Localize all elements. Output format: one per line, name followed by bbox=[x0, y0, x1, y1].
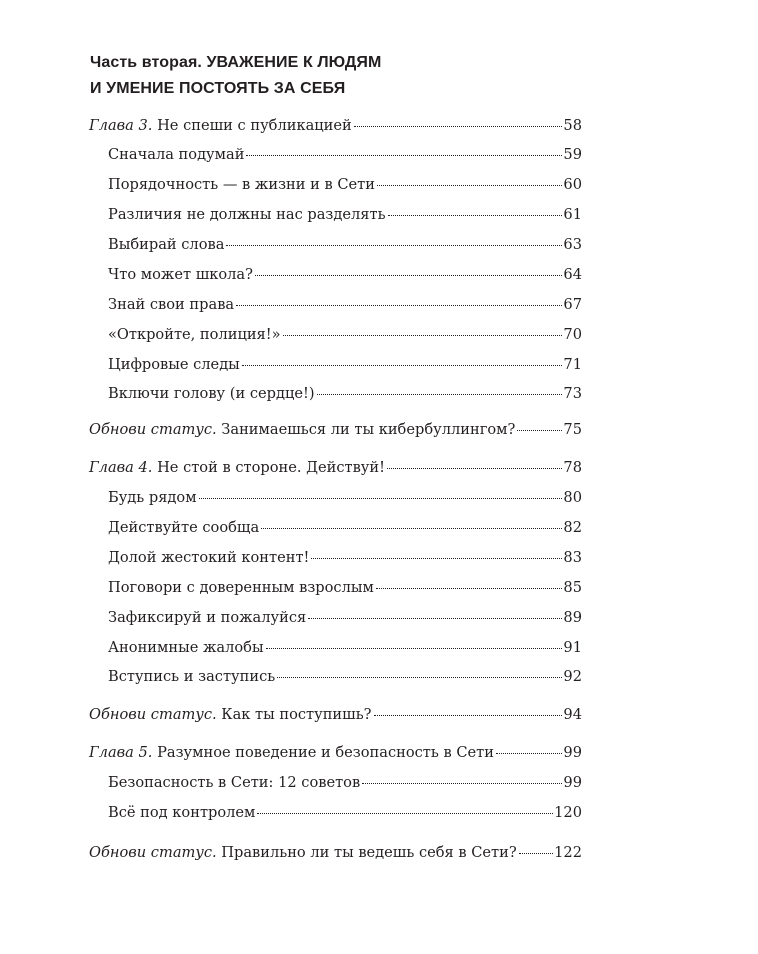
toc-section-entry bbox=[108, 384, 582, 404]
dot-leader bbox=[257, 813, 553, 814]
toc-page-number: 85 bbox=[563, 579, 582, 596]
toc-page-number: 63 bbox=[563, 236, 582, 253]
toc-entry-prefix: Обнови статус. bbox=[89, 844, 217, 861]
toc-entry-label bbox=[89, 705, 372, 725]
toc-page-number: 80 bbox=[563, 489, 582, 506]
toc-entry-title: «Откройте, полиция!» bbox=[108, 326, 281, 343]
toc-entry-title: Поговори с доверенным взрослым bbox=[108, 579, 374, 596]
toc-entry-label bbox=[108, 355, 240, 375]
dot-leader bbox=[199, 498, 563, 499]
toc-section-entry bbox=[108, 803, 582, 823]
part-title-line-1: Часть вторая. УВАЖЕНИЕ К ЛЮДЯМ bbox=[90, 54, 382, 71]
toc-page-number: 73 bbox=[563, 385, 582, 402]
toc-section-entry bbox=[108, 548, 582, 568]
dot-leader bbox=[517, 430, 562, 431]
toc-chapter-entry bbox=[89, 843, 582, 863]
dot-leader bbox=[255, 275, 562, 276]
toc-entry-prefix: Глава 5. bbox=[89, 744, 153, 761]
toc-entry-label bbox=[108, 325, 281, 345]
toc-entry-title: Сначала подумай bbox=[108, 146, 245, 163]
dot-leader bbox=[374, 715, 563, 716]
dot-leader bbox=[354, 126, 563, 127]
toc-entry-label bbox=[108, 235, 224, 255]
toc-section-entry bbox=[108, 265, 582, 285]
toc-entry-title: Что может школа? bbox=[108, 266, 253, 283]
toc-page-number: 92 bbox=[563, 668, 582, 685]
toc-entry-title: Цифровые следы bbox=[108, 356, 240, 373]
toc-entry-title: Включи голову (и сердце!) bbox=[108, 385, 315, 402]
toc-entry-title: Долой жестокий контент! bbox=[108, 549, 310, 566]
toc-page-number: 64 bbox=[563, 266, 582, 283]
dot-leader bbox=[317, 394, 563, 395]
dot-leader bbox=[242, 365, 563, 366]
toc-page-number: 67 bbox=[563, 296, 582, 313]
toc-entry-label bbox=[108, 608, 306, 628]
toc-entry-label bbox=[108, 175, 375, 195]
toc-entry-title: Разумное поведение и безопасность в Сети bbox=[157, 744, 494, 761]
toc-section-entry bbox=[108, 235, 582, 255]
toc-chapter-entry bbox=[89, 743, 582, 763]
toc-entry-label bbox=[89, 116, 352, 136]
toc-entry-label bbox=[108, 488, 197, 508]
toc-entry-label bbox=[108, 803, 255, 823]
toc-entry-title: Порядочность — в жизни и в Сети bbox=[108, 176, 375, 193]
toc-entry-label bbox=[108, 578, 374, 598]
toc-entry-label bbox=[108, 518, 259, 538]
toc-entry-label bbox=[108, 548, 309, 568]
toc-page-number: 99 bbox=[563, 774, 582, 791]
toc-entry-title: Всё под контролем bbox=[108, 804, 256, 821]
dot-leader bbox=[387, 468, 562, 469]
toc-page-number: 61 bbox=[563, 206, 582, 223]
toc-entry-prefix: Обнови статус. bbox=[89, 421, 217, 438]
toc-entry-prefix: Глава 4. bbox=[89, 459, 153, 476]
toc-section-entry bbox=[108, 145, 582, 165]
toc-page-number: 58 bbox=[563, 117, 582, 134]
toc-entry-prefix: Глава 3. bbox=[89, 117, 153, 134]
toc-page-number: 82 bbox=[563, 519, 582, 536]
toc-page-number: 59 bbox=[563, 146, 582, 163]
toc-entry-title: Действуйте сообща bbox=[108, 519, 260, 536]
toc-entry-title: Не спеши с публикацией bbox=[157, 117, 352, 134]
toc-entry-title: Правильно ли ты ведешь себя в Сети? bbox=[221, 844, 517, 861]
dot-leader bbox=[377, 185, 562, 186]
toc-page-number: 71 bbox=[563, 356, 582, 373]
toc-chapter-entry bbox=[89, 458, 582, 478]
dot-leader bbox=[277, 677, 562, 678]
toc-section-entry bbox=[108, 667, 582, 687]
toc-entry-label bbox=[108, 145, 244, 165]
toc-section-entry bbox=[108, 518, 582, 538]
toc-page-number: 120 bbox=[554, 804, 582, 821]
toc-chapter-entry bbox=[89, 420, 582, 440]
toc-section-entry bbox=[108, 175, 582, 195]
toc-chapter-entry bbox=[89, 705, 582, 725]
toc-section-entry bbox=[108, 488, 582, 508]
toc-page-number: 89 bbox=[563, 609, 582, 626]
toc-chapter-entry bbox=[89, 116, 582, 136]
toc-entry-title: Занимаешься ли ты кибербуллингом? bbox=[221, 421, 516, 438]
toc-page-number: 91 bbox=[563, 639, 582, 656]
dot-leader bbox=[496, 753, 562, 754]
toc-section-entry bbox=[108, 638, 582, 658]
toc-entry-title: Вступись и заступись bbox=[108, 668, 276, 685]
toc-page-number: 70 bbox=[563, 326, 582, 343]
toc-page-number: 60 bbox=[563, 176, 582, 193]
part-title-line-2: И УМЕНИЕ ПОСТОЯТЬ ЗА СЕБЯ bbox=[90, 80, 346, 97]
toc-entry-title: Различия не должны нас разделять bbox=[108, 206, 386, 223]
toc-entry-label bbox=[89, 458, 385, 478]
toc-entry-label bbox=[108, 384, 315, 404]
toc-entry-title: Выбирай слова bbox=[108, 236, 225, 253]
toc-section-entry bbox=[108, 578, 582, 598]
toc-entry-label bbox=[89, 420, 515, 440]
toc-entry-title: Анонимные жалобы bbox=[108, 639, 264, 656]
toc-entry-prefix: Обнови статус. bbox=[89, 706, 217, 723]
dot-leader bbox=[283, 335, 563, 336]
dot-leader bbox=[226, 245, 562, 246]
dot-leader bbox=[266, 648, 563, 649]
toc-section-entry bbox=[108, 773, 582, 793]
toc-page-number: 122 bbox=[554, 844, 582, 861]
part-title bbox=[90, 50, 570, 102]
toc-entry-title: Будь рядом bbox=[108, 489, 197, 506]
dot-leader bbox=[388, 215, 563, 216]
dot-leader bbox=[246, 155, 562, 156]
toc-entry-title: Безопасность в Сети: 12 советов bbox=[108, 774, 361, 791]
dot-leader bbox=[311, 558, 562, 559]
toc-entry-title: Не стой в стороне. Действуй! bbox=[157, 459, 385, 476]
toc-section-entry bbox=[108, 355, 582, 375]
toc-section-entry bbox=[108, 205, 582, 225]
toc-section-entry bbox=[108, 295, 582, 315]
toc-entry-label bbox=[89, 743, 494, 763]
toc-entry-label bbox=[108, 295, 234, 315]
dot-leader bbox=[308, 618, 562, 619]
dot-leader bbox=[362, 783, 562, 784]
toc-entry-label bbox=[108, 773, 360, 793]
toc-entry-title: Как ты поступишь? bbox=[221, 706, 372, 723]
toc-section-entry bbox=[108, 325, 582, 345]
toc-entry-label bbox=[108, 205, 386, 225]
toc-entry-label bbox=[108, 265, 253, 285]
toc-section-entry bbox=[108, 608, 582, 628]
toc-page-number: 94 bbox=[563, 706, 582, 723]
dot-leader bbox=[261, 528, 562, 529]
dot-leader bbox=[519, 853, 553, 854]
toc-page-number: 78 bbox=[563, 459, 582, 476]
dot-leader bbox=[236, 305, 562, 306]
toc-page-number: 83 bbox=[563, 549, 582, 566]
toc-page-number: 99 bbox=[563, 744, 582, 761]
toc-entry-title: Зафиксируй и пожалуйся bbox=[108, 609, 307, 626]
toc-page-number: 75 bbox=[563, 421, 582, 438]
toc-entry-title: Знай свои права bbox=[108, 296, 235, 313]
toc-entry-label bbox=[108, 638, 264, 658]
toc-entry-label bbox=[108, 667, 275, 687]
toc-entry-label bbox=[89, 843, 517, 863]
dot-leader bbox=[376, 588, 563, 589]
